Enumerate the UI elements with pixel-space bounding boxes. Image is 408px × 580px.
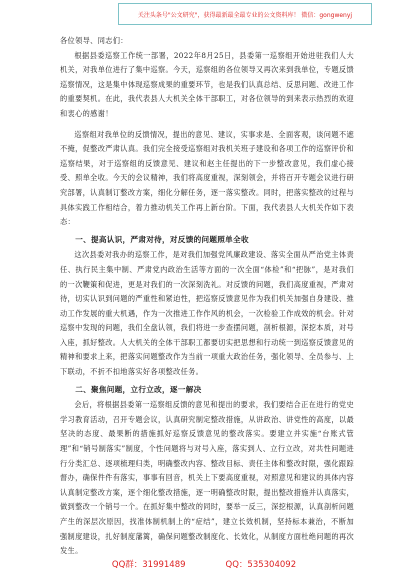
salutation: 各位领导、同志们： [60, 36, 128, 45]
qq-text: QQ：535304092 [225, 560, 297, 570]
paragraph: 根据县委巡察工作统一部署，2022年8月25日，县委第一巡察组开始进驻我们人大机关，对我单位进行了集中巡察。今天，巡察组的各位领导又再次来到我单位，专题反馈巡察情况，这是集中体现巡察成果的重要环节，也是我们认真总结、反思问题、改进工作的重要契机。在此，我代表县人大机关全体干部职工，对各位领导的到来表示热烈的欢迎和衷心的感谢！ [60, 50, 354, 118]
paragraph: 会后，将根据县委第一巡察组反馈的意见和提出的要求，我们要结合正在进行的党史学习教育活动，召开专题会议，认真研究制定整改措施，从讲政治、讲党性的高度，以最坚决的态度、最果断的措施抓好巡察反馈意见的整改落实。要建立并实施“台账式管理”和“销号制落实”制度，个性问题将与对号入座，落实到人、立行立改，对共性问题进行分类汇总、逐项梳理归类，明确整改内容、整改目标、责任主体和整改时限，强化跟踪督办，确保件件有落实，事事有回音，机关上下要高度重视，对照意见和建议的具体内容认真制定整改方案，逐个细化整改措施，逐一明确整改时限，提出整改措施并认真落实，做到整改一个销号一个。在抓好集中整改的同时，要举一反三，深挖根源，认真剖析问题产生的深层次原因，找准体制机制上的“症结”，建立长效机制，坚持标本兼治，不断加强制度建设，扎好制度藩篱，确保问题整改制度化、长效化，从制度方面杜绝问题的再次发生。 [60, 400, 354, 556]
banner-text: 关注头条号"公文研究"，获得最新最全最专业的公文资料库！ 微信：gongwenyj [137, 11, 353, 19]
document-body [60, 34, 354, 559]
paragraph: 巡察组对我单位的反馈情况，提出的意见、建议，实事求是、全面客观，谈问题不遮不掩，促整改严肃认真。我们完全接受巡察组对我机关班子建设和各项工作的巡察评价和巡察结果，对于巡察组的反馈意见、建议和赵主任提出的下一步整改意见，我们虚心接受、照单全收。今天的会议精神，我们将高度重视，深刻领会，并将百开专题会议进行研究部署，认真制订整改方案，细化分解任务，逐一落实整改。同时，把落实整改的过程与具体实践工作相结合，着力推动机关工作再上新台阶。下面，我代表县人大机关作如下表态： [60, 129, 354, 227]
paragraph: 这次县委对我办的巡察工作，是对我们加强党风廉政建设、落实全面从严治党主体责任、执行民主集中制、严肃党内政治生活等方面的一次全面“体检”和“把脉”，是对我们的一次鞭策和促进，更是对我们的一次深刻洗礼。对反馈的问题，我们高度重视，严肃对待，切实认识到问题的严重性和紧迫性，把巡察反馈意见作为我们机关加强自身建设、推动工作发展的重大机遇，作为一次推进工作作风的机会，一次检验工作成效的机会。针对巡察中发现的问题，我们全盘认领，我们将进一步查摆问题，剖析根源，深挖本质，对号入座，抓好整改。人大机关的全体干部职工都要切实把思想和行动统一到巡察反馈意见的精神和要求上来，把落实问题整改作为当前一项重大政治任务，强化领导、全员参与、上下联动，不折不扣地落实好各项整改任务。 [60, 250, 354, 377]
section-heading: 一、提高认识，严肃对待，对反馈的问题照单全收 [75, 234, 249, 244]
header-banner [118, 3, 372, 25]
section-heading: 二、聚焦问题，立行立改，逐一解决 [75, 384, 202, 394]
qq-group-text: QQ群：31991489 [111, 560, 186, 570]
footer [0, 558, 408, 574]
